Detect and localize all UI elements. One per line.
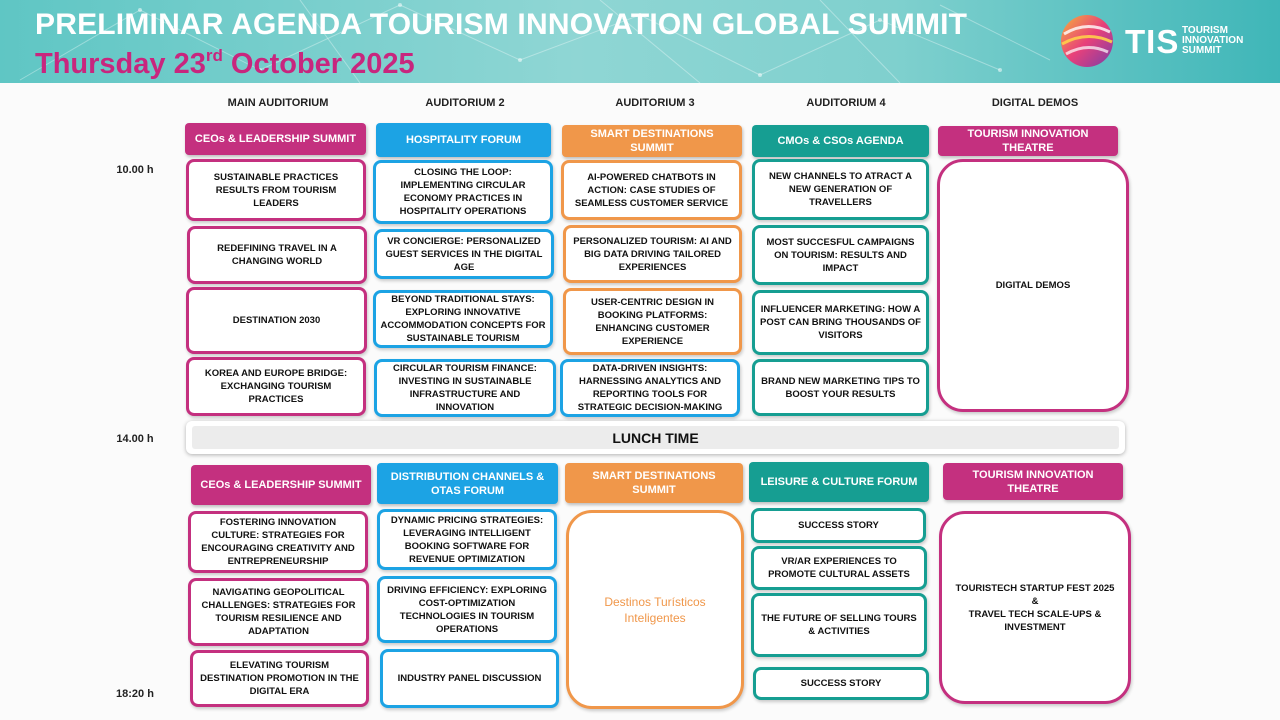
header-banner xyxy=(0,0,1280,83)
track-tag-smart-destinations: SMART DESTINATIONS SUMMIT xyxy=(562,125,742,157)
session-card[interactable]: INDUSTRY PANEL DISCUSSION xyxy=(380,649,559,708)
track-tag-hospitality-forum: HOSPITALITY FORUM xyxy=(376,123,551,157)
lunch-break-bar xyxy=(186,421,1125,454)
column-main-auditorium: MAIN AUDITORIUM xyxy=(227,97,329,109)
track-tag-cmos-csos: CMOs & CSOs AGENDA xyxy=(752,125,929,157)
track-tag-ceos-leadership: CEOs & LEADERSHIP SUMMIT xyxy=(191,465,371,505)
date-pre: Thursday 23 xyxy=(35,48,206,80)
session-card[interactable]: DESTINATION 2030 xyxy=(186,287,367,354)
session-card-touristech-startup-fest[interactable] xyxy=(939,511,1131,704)
track-tag-innovation-theatre: TOURISM INNOVATION THEATRE xyxy=(943,463,1123,500)
session-title-line: TOURISTECH STARTUP FEST 2025 xyxy=(955,582,1115,594)
session-card[interactable]: MOST SUCCESFUL CAMPAIGNS ON TOURISM: RESULTS AND IMPACT xyxy=(752,225,929,285)
session-card[interactable]: NEW CHANNELS TO ATRACT A NEW GENERATION OF TRAVELLERS xyxy=(752,159,929,220)
session-card[interactable]: AI-POWERED CHATBOTS IN ACTION: CASE STUDIES OF SEAMLESS CUSTOMER SERVICE xyxy=(561,160,742,220)
globe-logo-icon xyxy=(1058,12,1116,70)
session-title: Destinos Turísticos Inteligentes xyxy=(604,594,706,625)
logo-text xyxy=(1182,26,1272,56)
session-title-line: INVESTMENT xyxy=(1004,621,1066,633)
time-lunch: 14.00 h xyxy=(116,433,154,445)
track-tag-distribution-otas: DISTRIBUTION CHANNELS & OTAS FORUM xyxy=(377,463,558,504)
date-suffix: rd xyxy=(205,46,223,65)
session-card[interactable]: SUSTAINABLE PRACTICES RESULTS FROM TOURISM LEADERS xyxy=(186,159,366,221)
session-card[interactable]: SUCCESS STORY xyxy=(751,508,926,543)
session-card[interactable]: VR CONCIERGE: PERSONALIZED GUEST SERVICES IN THE DIGITAL AGE xyxy=(374,229,554,279)
session-card[interactable]: KOREA AND EUROPE BRIDGE: EXCHANGING TOURISM PRACTICES xyxy=(186,357,366,416)
column-digital-demos: DIGITAL DEMOS xyxy=(991,97,1079,109)
logo-mark: TIS xyxy=(1125,23,1180,60)
time-start: 10.00 h xyxy=(116,164,154,176)
logo-line: TOURISM xyxy=(1182,25,1228,36)
date-post: October 2025 xyxy=(222,48,415,80)
track-tag-innovation-theatre: TOURISM INNOVATION THEATRE xyxy=(938,126,1118,156)
session-card-smart-destinations[interactable] xyxy=(566,510,744,709)
session-card[interactable]: THE FUTURE OF SELLING TOURS & ACTIVITIES xyxy=(751,593,927,657)
session-card[interactable]: DYNAMIC PRICING STRATEGIES: LEVERAGING INTELLIGENT BOOKING SOFTWARE FOR REVENUE OPTIMIZATION xyxy=(377,509,557,570)
event-date xyxy=(35,46,415,81)
track-tag-smart-destinations: SMART DESTINATIONS SUMMIT xyxy=(565,463,743,503)
session-card[interactable]: REDEFINING TRAVEL IN A CHANGING WORLD xyxy=(187,226,367,284)
time-end: 18:20 h xyxy=(116,688,154,700)
session-card[interactable]: DRIVING EFFICIENCY: EXPLORING COST-OPTIMIZATION TECHNOLOGIES IN TOURISM OPERATIONS xyxy=(377,576,557,643)
logo-line: SUMMIT xyxy=(1182,45,1222,56)
column-auditorium-4: AUDITORIUM 4 xyxy=(806,97,886,109)
session-card[interactable]: ELEVATING TOURISM DESTINATION PROMOTION IN THE DIGITAL ERA xyxy=(190,650,369,707)
track-tag-ceos-leadership: CEOs & LEADERSHIP SUMMIT xyxy=(185,123,366,155)
session-title-line: & xyxy=(1031,595,1039,607)
column-auditorium-2: AUDITORIUM 2 xyxy=(425,97,505,109)
tis-logo xyxy=(1058,12,1263,70)
session-card[interactable]: VR/AR EXPERIENCES TO PROMOTE CULTURAL ASSETS xyxy=(751,546,927,590)
session-title xyxy=(956,582,1115,634)
session-card[interactable]: USER-CENTRIC DESIGN IN BOOKING PLATFORMS: ENHANCING CUSTOMER EXPERIENCE xyxy=(563,288,742,355)
session-card[interactable]: BRAND NEW MARKETING TIPS TO BOOST YOUR RESULTS xyxy=(752,359,929,416)
session-card[interactable]: CIRCULAR TOURISM FINANCE: INVESTING IN SUSTAINABLE INFRASTRUCTURE AND INNOVATION xyxy=(374,359,556,417)
track-tag-leisure-culture: LEISURE & CULTURE FORUM xyxy=(749,462,929,502)
session-card[interactable]: CLOSING THE LOOP: IMPLEMENTING CIRCULAR ECONOMY PRACTICES IN HOSPITALITY OPERATIONS xyxy=(373,160,553,224)
logo-line: INNOVATION xyxy=(1182,35,1244,46)
session-card[interactable]: INFLUENCER MARKETING: HOW A POST CAN BRING THOUSANDS OF VISITORS xyxy=(752,290,929,355)
session-card[interactable]: FOSTERING INNOVATION CULTURE: STRATEGIES FOR ENCOURAGING CREATIVITY AND ENTREPRENEURSHIP xyxy=(188,511,368,573)
session-card[interactable]: PERSONALIZED TOURISM: AI AND BIG DATA DRIVING TAILORED EXPERIENCES xyxy=(563,225,742,283)
session-card-digital-demos[interactable]: DIGITAL DEMOS xyxy=(937,159,1129,412)
session-title-line: TRAVEL TECH SCALE-UPS & xyxy=(968,608,1102,620)
session-card[interactable]: BEYOND TRADITIONAL STAYS: EXPLORING INNOVATIVE ACCOMMODATION CONCEPTS FOR SUSTAINABLE TOURISM xyxy=(373,290,553,348)
page-title: PRELIMINAR AGENDA TOURISM INNOVATION GLOBAL SUMMIT xyxy=(35,8,968,41)
session-card[interactable]: NAVIGATING GEOPOLITICAL CHALLENGES: STRATEGIES FOR TOURISM RESILIENCE AND ADAPTATION xyxy=(188,578,369,646)
session-card[interactable]: SUCCESS STORY xyxy=(753,667,929,700)
lunch-label: LUNCH TIME xyxy=(192,426,1119,449)
column-auditorium-3: AUDITORIUM 3 xyxy=(615,97,695,109)
session-card[interactable]: DATA-DRIVEN INSIGHTS: HARNESSING ANALYTICS AND REPORTING TOOLS FOR STRATEGIC DECISION-MAKING xyxy=(560,359,740,417)
